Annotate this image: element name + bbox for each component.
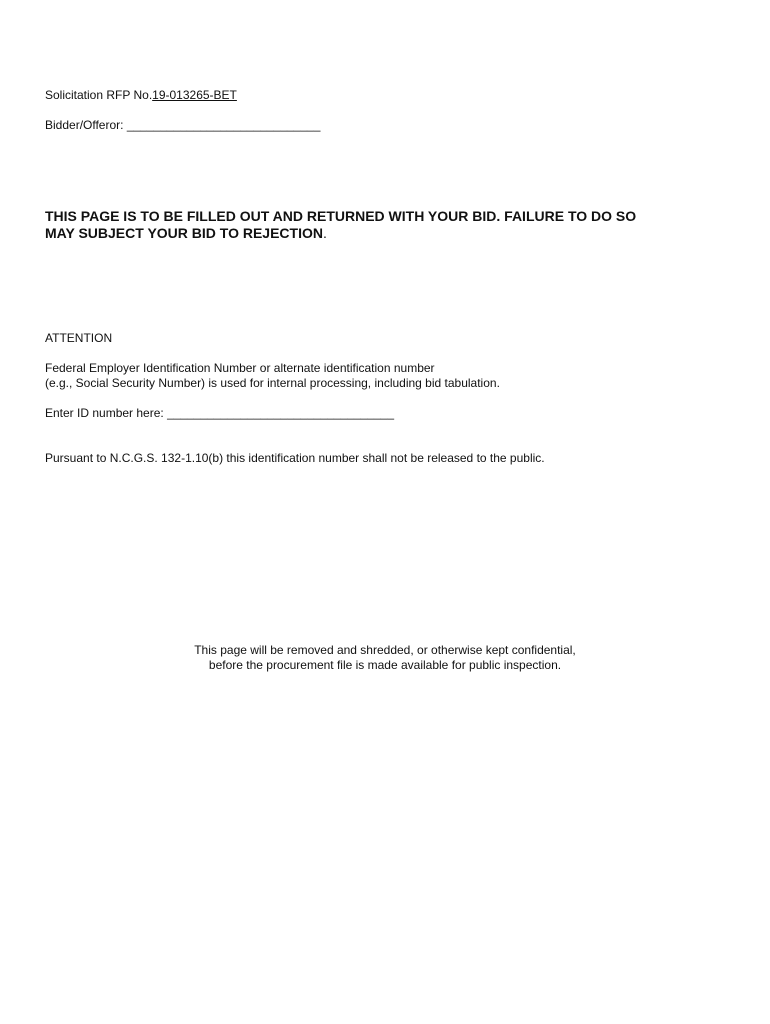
warning-line-2-text: MAY SUBJECT YOUR BID TO REJECTION bbox=[45, 225, 323, 241]
warning-line-2-period: . bbox=[322, 225, 327, 241]
statute-note: Pursuant to N.C.G.S. 132-1.10(b) this identification number shall not be released to the public. bbox=[45, 451, 545, 465]
id-number-line bbox=[45, 406, 394, 421]
attention-desc-line-1: Federal Employer Identification Number or alternate identification number bbox=[45, 361, 435, 375]
id-number-label: Enter ID number here: bbox=[45, 406, 164, 420]
bidder-line bbox=[45, 118, 320, 133]
attention-heading: ATTENTION bbox=[45, 331, 113, 345]
return-warning bbox=[45, 208, 735, 242]
warning-line-2 bbox=[45, 225, 735, 242]
id-number-field[interactable]: __________________________________ bbox=[167, 406, 394, 420]
bidder-label: Bidder/Offeror: bbox=[45, 118, 124, 132]
bidder-field[interactable]: _____________________________ bbox=[126, 118, 321, 132]
warning-line-1: THIS PAGE IS TO BE FILLED OUT AND RETURNED WITH YOUR BID. FAILURE TO DO SO bbox=[45, 208, 637, 224]
attention-desc-line-2: (e.g., Social Security Number) is used for internal processing, including bid tabulation. bbox=[45, 376, 500, 390]
solicitation-label: Solicitation RFP No. bbox=[45, 88, 153, 102]
confidential-note-line-1: This page will be removed and shredded, or otherwise kept confidential, bbox=[194, 643, 576, 657]
solicitation-number: 19-013265-BET bbox=[152, 88, 237, 102]
confidential-note-line-2: before the procurement file is made available for public inspection. bbox=[208, 658, 562, 672]
solicitation-line bbox=[45, 88, 237, 103]
